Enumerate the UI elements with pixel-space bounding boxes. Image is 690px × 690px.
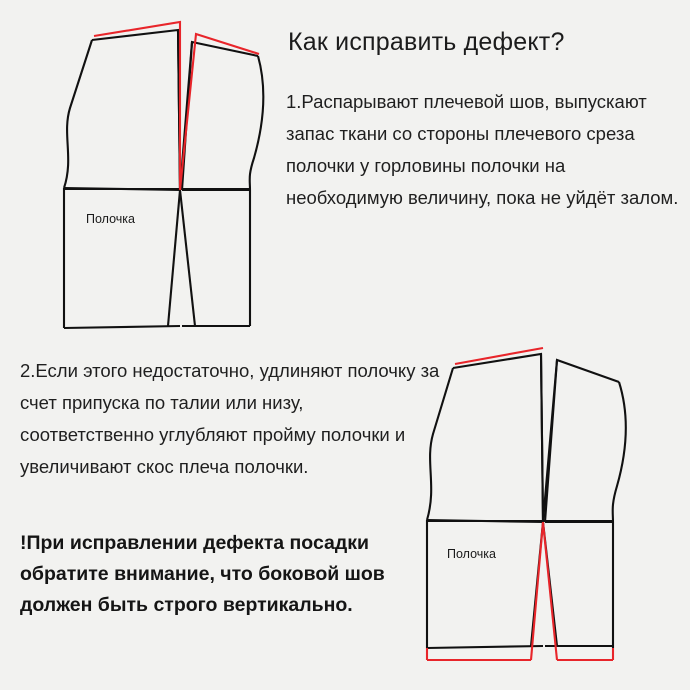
pattern-diagram-top xyxy=(30,8,280,348)
pattern-label-bottom: Полочка xyxy=(447,547,496,561)
pattern-label-top: Полочка xyxy=(86,212,135,226)
page-title: Как исправить дефект? xyxy=(288,28,565,56)
paragraph-step1: 1.Распарывают плечевой шов, выпускают запас ткани со стороны плечевого среза полочки у горловины полочки на необходимую величину, пока не уйдёт залом. xyxy=(286,91,679,208)
paragraph-note: !При исправлении дефекта посадки обратите внимание, что боковой шов должен быть строго вертикально. xyxy=(20,532,385,616)
pattern-diagram-bottom xyxy=(405,330,680,675)
paragraph-step2: 2.Если этого недостаточно, удлиняют полочку за счет припуска по талии или низу, соответственно углубляют пройму полочки и увеличивают скос плеча полочки. xyxy=(20,360,440,477)
